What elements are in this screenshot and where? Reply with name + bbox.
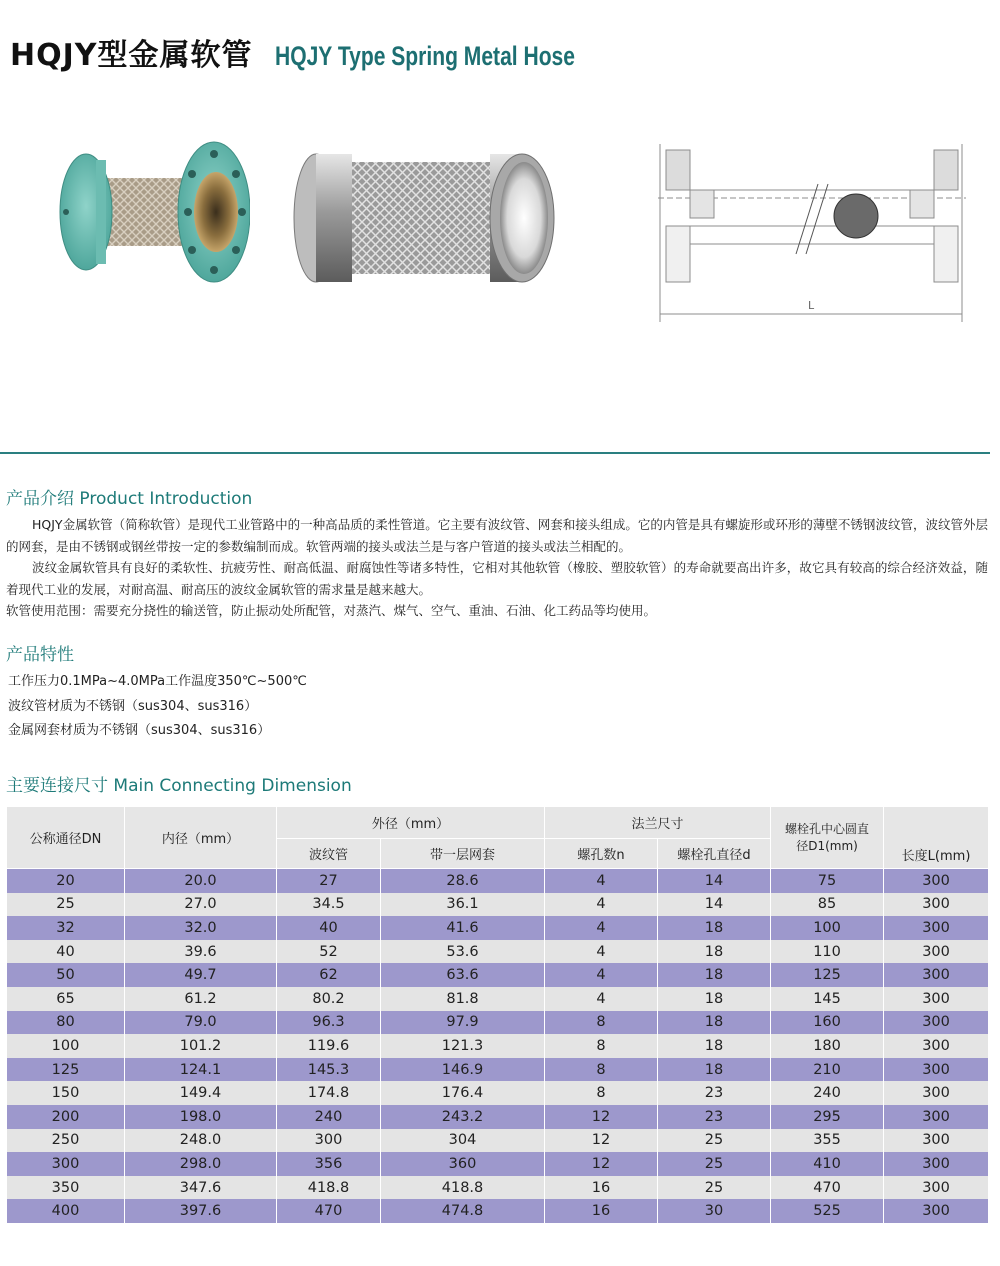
intro-paragraph-1: HQJY金属软管（简称软管）是现代工业管路中的一种高品质的柔性管道。它主要有波纹管、网套和接头组成。它的内管是具有螺旋形或环形的薄壁不锈钢波纹管，波纹管外层的网套，是由不锈钢或钢丝带按一定的参数编制而成。软管两端的接头或法兰是与客户管道的接头或法兰相配的。 <box>6 517 988 554</box>
table-cell: 101.2 <box>125 1034 277 1058</box>
table-cell: 125 <box>771 963 884 987</box>
header-bolt-circle: 螺栓孔中心圆直径D1(mm) <box>771 807 884 869</box>
table-cell: 100 <box>771 916 884 940</box>
table-cell: 160 <box>771 1011 884 1035</box>
table-cell: 52 <box>277 940 381 964</box>
table-cell: 418.8 <box>277 1176 381 1200</box>
header-outer-diameter: 外径（mm） <box>277 807 545 839</box>
table-row <box>7 1129 989 1153</box>
table-cell: 85 <box>771 893 884 917</box>
table-row <box>7 1011 989 1035</box>
table-cell: 146.9 <box>381 1058 545 1082</box>
table-cell: 248.0 <box>125 1129 277 1153</box>
dimension-table <box>6 806 989 1223</box>
table-cell: 53.6 <box>381 940 545 964</box>
table-cell: 65 <box>7 987 125 1011</box>
title-row <box>10 30 659 80</box>
table-cell: 119.6 <box>277 1034 381 1058</box>
table-cell: 356 <box>277 1152 381 1176</box>
table-cell: 145.3 <box>277 1058 381 1082</box>
table-cell: 470 <box>277 1199 381 1223</box>
table-cell: 25 <box>7 893 125 917</box>
table-cell: 14 <box>658 893 771 917</box>
table-cell: 124.1 <box>125 1058 277 1082</box>
table-cell: 397.6 <box>125 1199 277 1223</box>
table-cell: 8 <box>545 1034 658 1058</box>
table-cell: 300 <box>884 987 989 1011</box>
header-dn: 公称通径DN <box>7 807 125 869</box>
table-cell: 300 <box>277 1129 381 1153</box>
table-cell: 8 <box>545 1081 658 1105</box>
table-cell: 18 <box>658 940 771 964</box>
table-cell: 300 <box>884 869 989 893</box>
table-cell: 300 <box>884 1011 989 1035</box>
table-cell: 300 <box>884 1176 989 1200</box>
table-cell: 300 <box>884 940 989 964</box>
table-cell: 80.2 <box>277 987 381 1011</box>
table-cell: 300 <box>884 1129 989 1153</box>
header-holes: 螺孔数n <box>545 839 658 869</box>
table-cell: 18 <box>658 963 771 987</box>
section-divider <box>0 452 990 454</box>
table-cell: 32 <box>7 916 125 940</box>
table-cell: 400 <box>7 1199 125 1223</box>
table-cell: 4 <box>545 893 658 917</box>
table-cell: 16 <box>545 1176 658 1200</box>
table-cell: 300 <box>884 1105 989 1129</box>
table-row <box>7 1152 989 1176</box>
table-cell: 250 <box>7 1129 125 1153</box>
table-cell: 81.8 <box>381 987 545 1011</box>
table-row <box>7 916 989 940</box>
header-bolt-d: 螺栓孔直径d <box>658 839 771 869</box>
table-cell: 25 <box>658 1176 771 1200</box>
intro-heading: 产品介绍 Product Introduction <box>6 489 253 509</box>
table-cell: 300 <box>884 916 989 940</box>
table-cell: 4 <box>545 940 658 964</box>
table-cell: 14 <box>658 869 771 893</box>
table-cell: 300 <box>884 1199 989 1223</box>
header-bellows: 波纹管 <box>277 839 381 869</box>
dimension-table-body <box>7 869 989 1223</box>
table-cell: 50 <box>7 963 125 987</box>
table-cell: 470 <box>771 1176 884 1200</box>
table-cell: 240 <box>771 1081 884 1105</box>
table-cell: 20.0 <box>125 869 277 893</box>
table-cell: 295 <box>771 1105 884 1129</box>
table-cell: 4 <box>545 869 658 893</box>
table-cell: 49.7 <box>125 963 277 987</box>
table-cell: 347.6 <box>125 1176 277 1200</box>
table-cell: 18 <box>658 1058 771 1082</box>
table-cell: 300 <box>884 1152 989 1176</box>
table-cell: 300 <box>884 1034 989 1058</box>
header-inner-diameter: 内径（mm） <box>125 807 277 869</box>
table-cell: 4 <box>545 963 658 987</box>
table-cell: 27.0 <box>125 893 277 917</box>
table-cell: 18 <box>658 987 771 1011</box>
drawing-length-label: L <box>808 299 815 312</box>
table-cell: 174.8 <box>277 1081 381 1105</box>
table-cell: 36.1 <box>381 893 545 917</box>
table-cell: 300 <box>884 1081 989 1105</box>
table-cell: 125 <box>7 1058 125 1082</box>
table-cell: 28.6 <box>381 869 545 893</box>
table-cell: 16 <box>545 1199 658 1223</box>
technical-drawing <box>656 134 968 324</box>
table-cell: 300 <box>7 1152 125 1176</box>
table-cell: 300 <box>884 963 989 987</box>
table-row <box>7 940 989 964</box>
table-cell: 23 <box>658 1105 771 1129</box>
header-mesh: 带一层网套 <box>381 839 545 869</box>
table-cell: 32.0 <box>125 916 277 940</box>
header-flange-size: 法兰尺寸 <box>545 807 771 839</box>
table-cell: 110 <box>771 940 884 964</box>
table-cell: 180 <box>771 1034 884 1058</box>
table-cell: 96.3 <box>277 1011 381 1035</box>
table-cell: 39.6 <box>125 940 277 964</box>
feature-item: 波纹管材质为不锈钢（sus304、sus316） <box>8 698 258 714</box>
table-cell: 23 <box>658 1081 771 1105</box>
table-cell: 145 <box>771 987 884 1011</box>
intro-paragraph-2: 波纹金属软管具有良好的柔软性、抗疲劳性、耐高低温、耐腐蚀性等诸多特性，它相对其他软管（橡胶、塑胶软管）的寿命就要高出许多，故它具有较高的综合经济效益，随着现代工业的发展，对耐高温、耐高压的波纹金属软管的需求量是越来越大。 <box>6 560 988 597</box>
table-cell: 27 <box>277 869 381 893</box>
table-cell: 150 <box>7 1081 125 1105</box>
table-cell: 298.0 <box>125 1152 277 1176</box>
table-cell: 210 <box>771 1058 884 1082</box>
table-cell: 25 <box>658 1129 771 1153</box>
table-cell: 12 <box>545 1152 658 1176</box>
table-cell: 63.6 <box>381 963 545 987</box>
table-cell: 300 <box>884 1058 989 1082</box>
features-heading: 产品特性 <box>6 645 74 665</box>
dimension-heading: 主要连接尺寸 Main Connecting Dimension <box>6 776 352 796</box>
table-cell: 525 <box>771 1199 884 1223</box>
page-title-en: HQJY Type Spring Metal Hose <box>274 41 575 71</box>
table-row <box>7 1199 989 1223</box>
table-cell: 410 <box>771 1152 884 1176</box>
table-row <box>7 987 989 1011</box>
table-cell: 149.4 <box>125 1081 277 1105</box>
table-cell: 34.5 <box>277 893 381 917</box>
table-cell: 41.6 <box>381 916 545 940</box>
flanged-hose-photo <box>56 140 250 290</box>
intro-text <box>6 514 988 622</box>
table-cell: 350 <box>7 1176 125 1200</box>
feature-item: 金属网套材质为不锈钢（sus304、sus316） <box>8 723 271 738</box>
table-cell: 30 <box>658 1199 771 1223</box>
table-cell: 79.0 <box>125 1011 277 1035</box>
table-cell: 4 <box>545 916 658 940</box>
table-row <box>7 1105 989 1129</box>
header-length: 长度L(mm) <box>884 807 989 869</box>
table-cell: 300 <box>884 893 989 917</box>
table-cell: 40 <box>7 940 125 964</box>
table-cell: 360 <box>381 1152 545 1176</box>
table-cell: 12 <box>545 1129 658 1153</box>
table-cell: 243.2 <box>381 1105 545 1129</box>
table-cell: 18 <box>658 1034 771 1058</box>
feature-item: 工作压力0.1MPa~4.0MPa工作温度350℃~500℃ <box>8 674 307 689</box>
table-cell: 4 <box>545 987 658 1011</box>
intro-paragraph-3: 软管使用范围：需要充分挠性的输送管，防止振动处所配管，对蒸汽、煤气、空气、重油、石油、化工药品等均使用。 <box>6 603 657 618</box>
table-cell: 200 <box>7 1105 125 1129</box>
table-cell: 121.3 <box>381 1034 545 1058</box>
features-list <box>8 670 307 744</box>
table-cell: 61.2 <box>125 987 277 1011</box>
table-cell: 20 <box>7 869 125 893</box>
table-cell: 18 <box>658 1011 771 1035</box>
table-cell: 100 <box>7 1034 125 1058</box>
table-cell: 198.0 <box>125 1105 277 1129</box>
table-cell: 18 <box>658 916 771 940</box>
table-cell: 418.8 <box>381 1176 545 1200</box>
table-cell: 62 <box>277 963 381 987</box>
table-cell: 355 <box>771 1129 884 1153</box>
table-cell: 25 <box>658 1152 771 1176</box>
table-cell: 80 <box>7 1011 125 1035</box>
table-cell: 8 <box>545 1058 658 1082</box>
table-cell: 240 <box>277 1105 381 1129</box>
table-row <box>7 869 989 893</box>
page-title-cn: HQJY型金属软管 <box>10 38 253 73</box>
table-row <box>7 1034 989 1058</box>
table-row <box>7 1081 989 1105</box>
table-cell: 8 <box>545 1011 658 1035</box>
table-row <box>7 963 989 987</box>
table-cell: 97.9 <box>381 1011 545 1035</box>
table-row <box>7 1058 989 1082</box>
table-cell: 176.4 <box>381 1081 545 1105</box>
table-cell: 75 <box>771 869 884 893</box>
table-row <box>7 1176 989 1200</box>
table-cell: 474.8 <box>381 1199 545 1223</box>
table-cell: 40 <box>277 916 381 940</box>
table-cell: 304 <box>381 1129 545 1153</box>
steel-hose-photo <box>290 150 556 286</box>
table-row <box>7 893 989 917</box>
table-cell: 12 <box>545 1105 658 1129</box>
